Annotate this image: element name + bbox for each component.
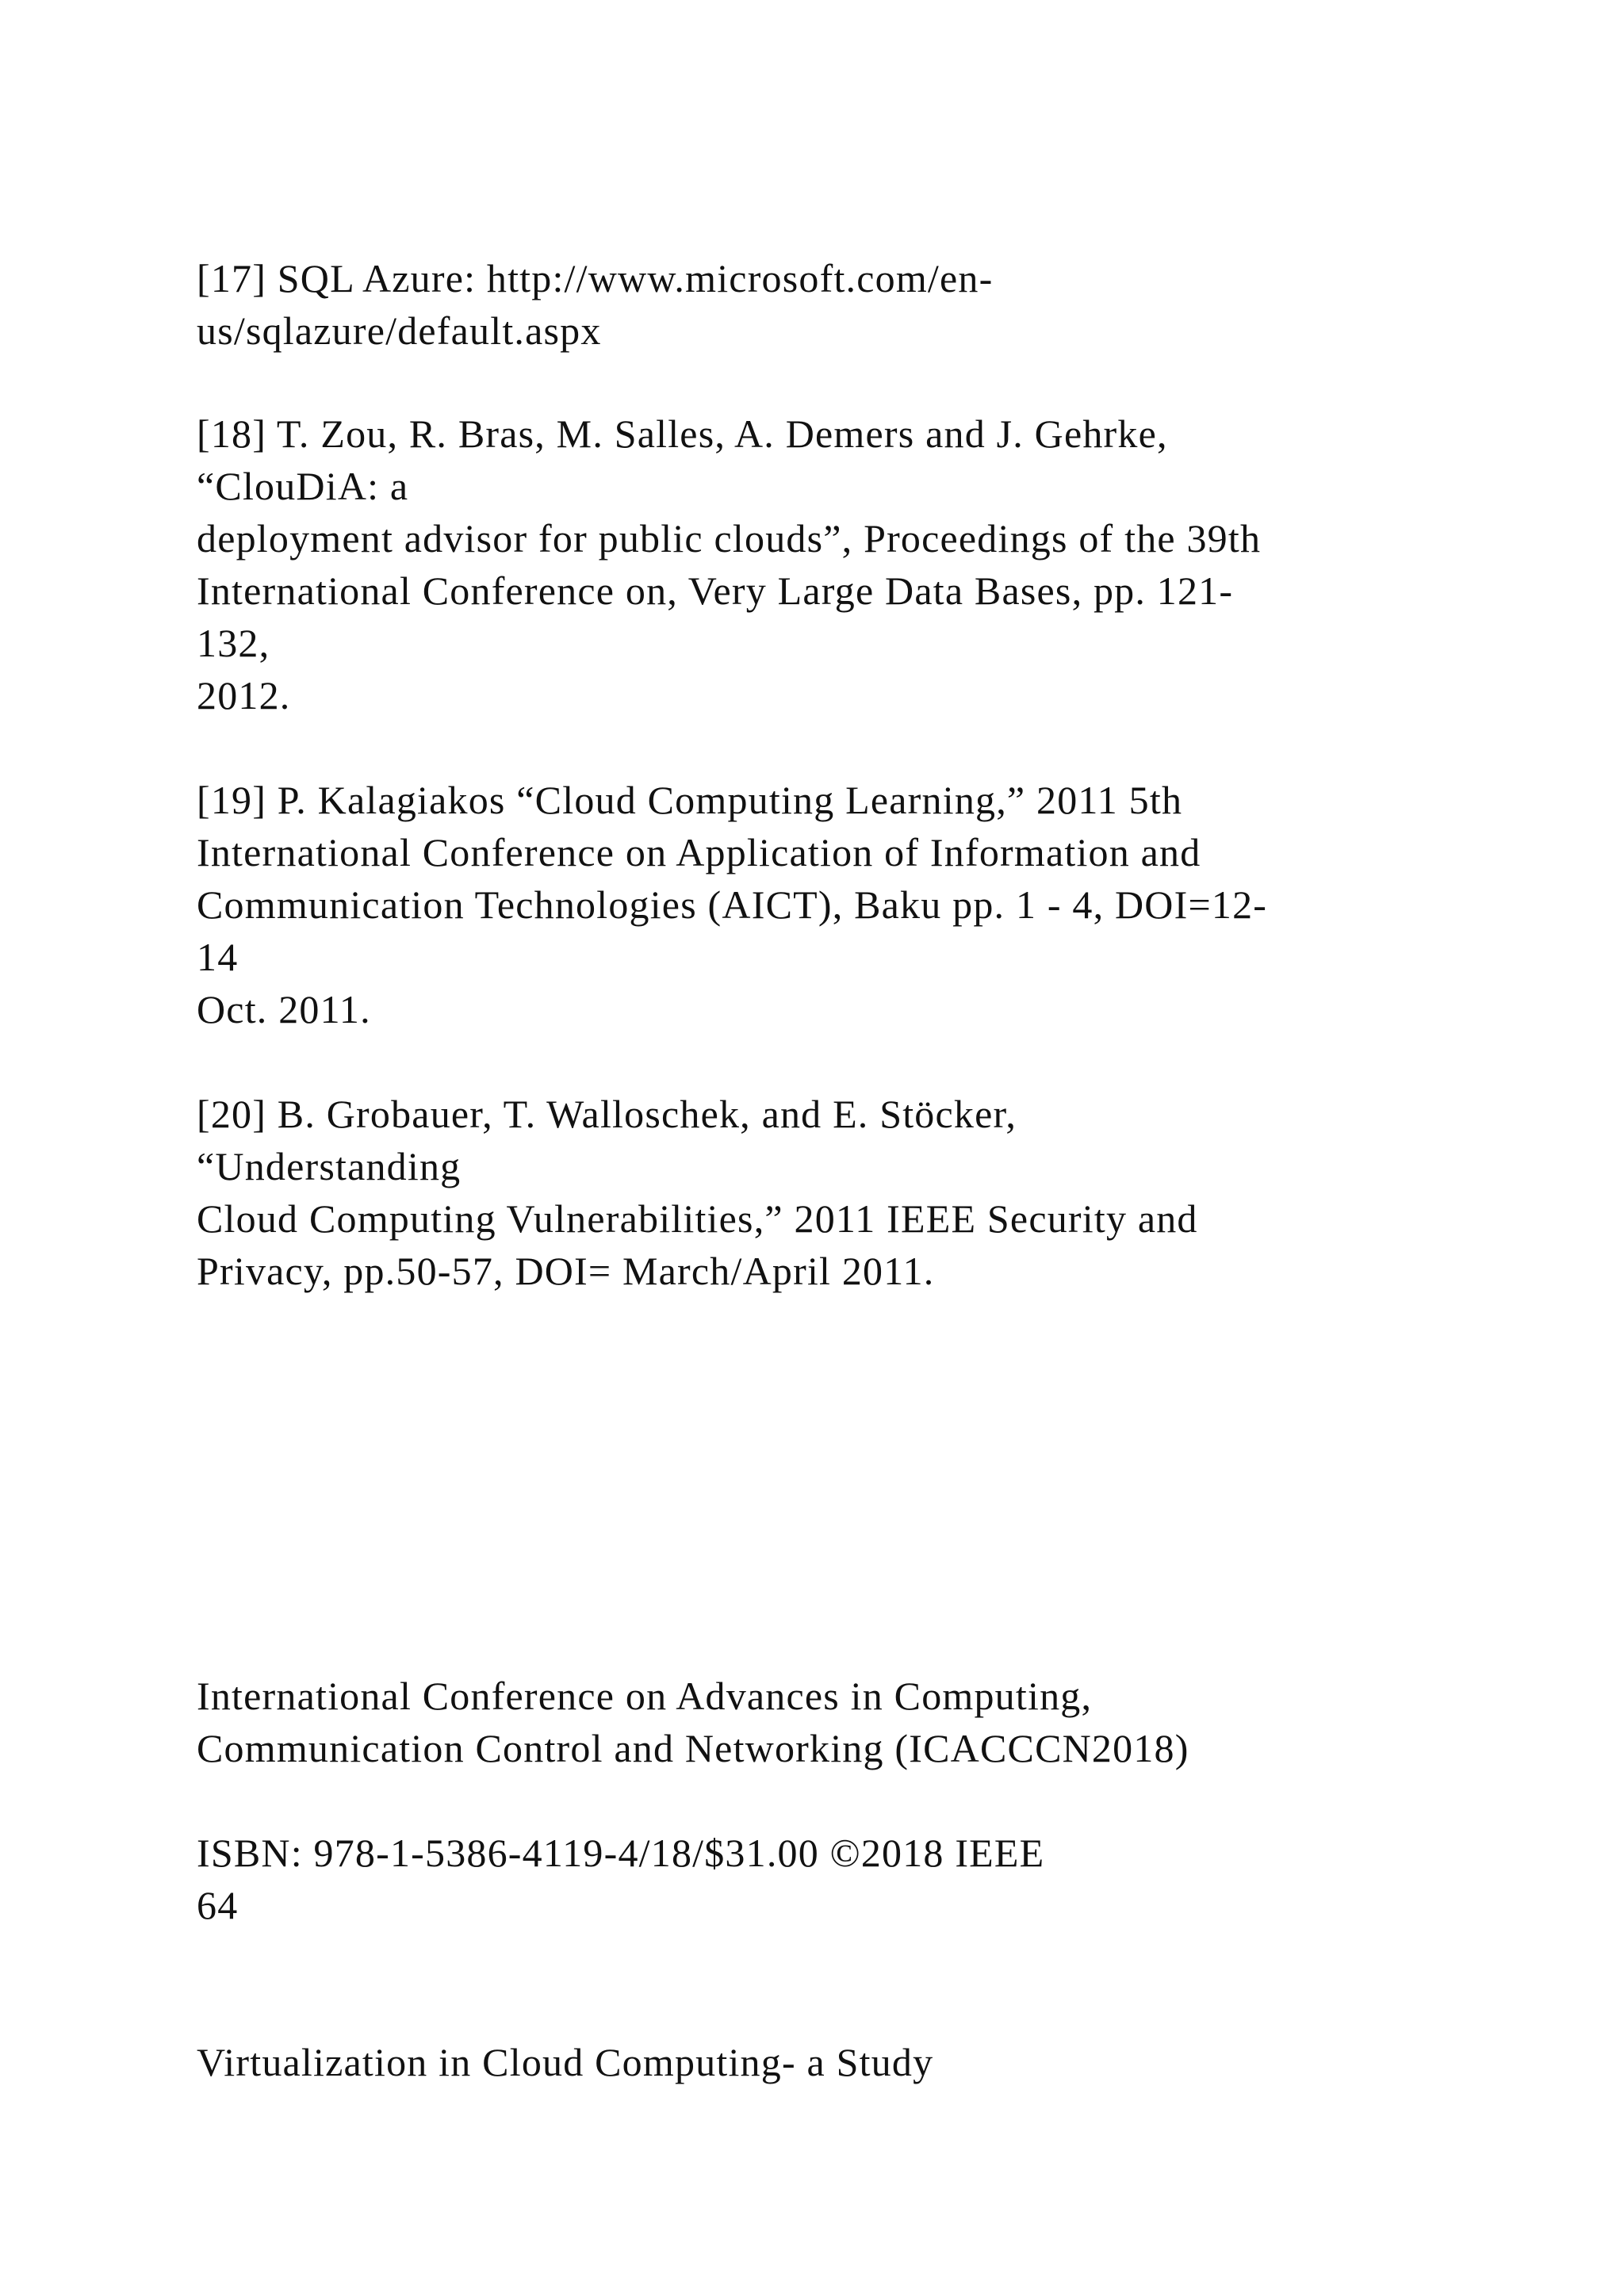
reference-line: Communication Technologies (AICT), Baku pp. 1 - 4, DOI=12- [197, 882, 1268, 927]
paper-title: Virtualization in Cloud Computing- a Study [197, 2040, 934, 2084]
page-number: 64 [197, 1883, 239, 1927]
reference-line: 132, [197, 621, 270, 665]
reference-line: “Understanding [197, 1144, 462, 1188]
conference-name: Communication Control and Networking (ICACCCN2018) [197, 1726, 1189, 1770]
reference-line: Cloud Computing Vulnerabilities,” 2011 IEEE Security and [197, 1196, 1198, 1241]
isbn-line: ISBN: 978-1-5386-4119-4/18/$31.00 ©2018 IEEE [197, 1831, 1045, 1875]
conference-name: International Conference on Advances in Computing, [197, 1674, 1093, 1718]
reference-line: 14 [197, 935, 239, 979]
reference-line: Privacy, pp.50-57, DOI= March/April 2011. [197, 1249, 935, 1293]
reference-line: 2012. [197, 673, 291, 718]
reference-line: “ClouDiA: a [197, 464, 409, 508]
reference-line: [19] P. Kalagiakos “Cloud Computing Learning,” 2011 5th [197, 778, 1183, 822]
reference-line: us/sqlazure/default.aspx [197, 308, 602, 353]
reference-line: International Conference on, Very Large Data Bases, pp. 121- [197, 568, 1234, 613]
reference-line: [18] T. Zou, R. Bras, M. Salles, A. Demers and J. Gehrke, [197, 411, 1168, 456]
reference-line: [17] SQL Azure: http://www.microsoft.com/en- [197, 256, 994, 300]
reference-line: International Conference on Application of Information and [197, 830, 1201, 874]
reference-line: deployment advisor for public clouds”, Proceedings of the 39th [197, 516, 1262, 561]
reference-line: [20] B. Grobauer, T. Walloschek, and E. Stöcker, [197, 1092, 1017, 1136]
reference-line: Oct. 2011. [197, 987, 371, 1031]
